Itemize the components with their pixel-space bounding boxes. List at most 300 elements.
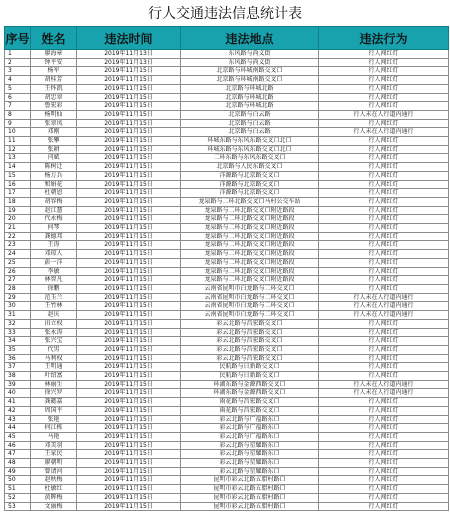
cell-index: 22 (5, 232, 31, 241)
cell-violation: 行人闯红灯 (319, 476, 449, 485)
cell-index: 36 (5, 354, 31, 363)
cell-place: 北京路与环城北路 (181, 93, 319, 102)
cell-violation: 行人闯红灯 (319, 467, 449, 476)
table-row (5, 137, 449, 146)
cell-time: 2019年11月15日 (77, 267, 181, 276)
cell-violation: 行人闯红灯 (319, 215, 449, 224)
cell-index: 9 (5, 119, 31, 128)
cell-name: 徐兴罗 (31, 389, 77, 398)
cell-time: 2019年11月15日 (77, 250, 181, 259)
cell-violation: 行人未在人行道内通行 (319, 128, 449, 137)
table-row (5, 493, 449, 502)
cell-time: 2019年11月15日 (77, 232, 181, 241)
cell-name: 杨明仙 (31, 110, 77, 119)
table-row (5, 180, 449, 189)
cell-name: 黄晖梅 (31, 493, 77, 502)
cell-index: 7 (5, 102, 31, 111)
cell-violation: 行人闯红灯 (319, 119, 449, 128)
cell-violation: 行人闯红灯 (319, 345, 449, 354)
cell-place: 北京路与人民东路交叉口 (181, 163, 319, 172)
cell-violation: 行人闯红灯 (319, 459, 449, 468)
cell-time: 2019年11月15日 (77, 380, 181, 389)
cell-place: 龙泉路与二环北路交叉口附近路段 (181, 276, 319, 285)
cell-time: 2019年11月15日 (77, 224, 181, 233)
cell-violation: 行人闯红灯 (319, 102, 449, 111)
cell-place: 环城东路与东风东路交叉口北口 (181, 137, 319, 146)
cell-violation: 行人闯红灯 (319, 319, 449, 328)
cell-violation: 行人未在人行道内通行 (319, 110, 449, 119)
table-row (5, 171, 449, 180)
cell-name: 王家民 (31, 450, 77, 459)
cell-time: 2019年11月15日 (77, 102, 181, 111)
cell-time: 2019年11月15日 (77, 276, 181, 285)
cell-index: 34 (5, 337, 31, 346)
cell-name: 张永涛 (31, 328, 77, 337)
cell-time: 2019年11月15日 (77, 163, 181, 172)
cell-index: 11 (5, 137, 31, 146)
cell-name: 陈树迁 (31, 163, 77, 172)
header-index: 序号 (5, 27, 31, 50)
table-row (5, 459, 449, 468)
cell-violation: 行人闯红灯 (319, 441, 449, 450)
table-row (5, 354, 449, 363)
cell-violation: 行人闯红灯 (319, 258, 449, 267)
cell-index: 5 (5, 84, 31, 93)
cell-place: 北京路与白云路 (181, 119, 319, 128)
header-place: 违法地点 (181, 27, 319, 50)
cell-violation: 行人闯红灯 (319, 241, 449, 250)
cell-place: 雨花路与昌宏路交叉口 (181, 398, 319, 407)
cell-violation: 行人闯红灯 (319, 267, 449, 276)
cell-name: 徐鹏 (31, 284, 77, 293)
cell-time: 2019年11月15日 (77, 145, 181, 154)
cell-index: 14 (5, 163, 31, 172)
cell-violation: 行人闯红灯 (319, 145, 449, 154)
cell-place: 北京路与白云路 (181, 110, 319, 119)
table-row (5, 345, 449, 354)
cell-index: 33 (5, 328, 31, 337)
cell-place: 昆明市彩云北路五腊村路口 (181, 493, 319, 502)
cell-violation: 行人闯红灯 (319, 250, 449, 259)
table-row (5, 302, 449, 311)
cell-place: 民航路与日新路交叉口 (181, 363, 319, 372)
cell-time: 2019年11月15日 (77, 84, 181, 93)
table-row (5, 241, 449, 250)
cell-time: 2019年11月15日 (77, 337, 181, 346)
cell-time: 2019年11月15日 (77, 67, 181, 76)
cell-violation: 行人闯红灯 (319, 224, 449, 233)
cell-violation: 行人闯红灯 (319, 84, 449, 93)
cell-name: 代男 (31, 345, 77, 354)
cell-violation: 行人闯红灯 (319, 189, 449, 198)
cell-name: 龚德邦 (31, 232, 77, 241)
cell-name: 何琴 (31, 224, 77, 233)
cell-time: 2019年11月15日 (77, 206, 181, 215)
cell-index: 21 (5, 224, 31, 233)
cell-time: 2019年11月13日 (77, 58, 181, 67)
cell-place: 昆明市彩云北路五腊村路口 (181, 502, 319, 511)
table-row (5, 250, 449, 259)
table-row (5, 58, 449, 67)
cell-time: 2019年11月15日 (77, 76, 181, 85)
cell-place: 环湖东路与金源西路交叉口 (181, 380, 319, 389)
cell-violation: 行人闯红灯 (319, 137, 449, 146)
cell-name: 范玉兰 (31, 293, 77, 302)
cell-name: 廖海章 (31, 50, 77, 59)
cell-place: 云南省昆明市白龙路与二环交叉口 (181, 302, 319, 311)
cell-time: 2019年11月15日 (77, 424, 181, 433)
cell-place: 东风路与尚义街 (181, 58, 319, 67)
cell-violation: 行人闯红灯 (319, 363, 449, 372)
cell-index: 53 (5, 502, 31, 511)
cell-name: 赵秋梅 (31, 476, 77, 485)
cell-index: 38 (5, 372, 31, 381)
table-row (5, 93, 449, 102)
cell-name: 张耕 (31, 145, 77, 154)
cell-name: 周国平 (31, 406, 77, 415)
table-row (5, 450, 449, 459)
cell-name: 王涛 (31, 241, 77, 250)
cell-index: 39 (5, 380, 31, 389)
cell-name: 张艳 (31, 415, 77, 424)
table-row (5, 267, 449, 276)
cell-time: 2019年11月15日 (77, 345, 181, 354)
cell-place: 洋源路与北京路交叉口 (181, 171, 319, 180)
violations-table (4, 26, 449, 511)
table-row (5, 232, 449, 241)
cell-index: 16 (5, 180, 31, 189)
table-row (5, 441, 449, 450)
cell-violation: 行人闯红灯 (319, 398, 449, 407)
cell-violation: 行人闯红灯 (319, 354, 449, 363)
cell-place: 东风路与尚义街 (181, 50, 319, 59)
cell-index: 47 (5, 450, 31, 459)
cell-time: 2019年11月15日 (77, 110, 181, 119)
table-row (5, 84, 449, 93)
cell-name: 张翠凤 (31, 119, 77, 128)
cell-violation: 行人闯红灯 (319, 337, 449, 346)
cell-violation: 行人闯红灯 (319, 76, 449, 85)
cell-name: 赵江慧 (31, 206, 77, 215)
cell-index: 42 (5, 406, 31, 415)
cell-name: 马利权 (31, 354, 77, 363)
cell-index: 29 (5, 293, 31, 302)
cell-violation: 行人闯红灯 (319, 450, 449, 459)
cell-name: 胡容梅 (31, 197, 77, 206)
cell-violation: 行人闯红灯 (319, 424, 449, 433)
cell-name: 林智凡 (31, 276, 77, 285)
cell-name: 林丽生 (31, 380, 77, 389)
cell-violation: 行人闯红灯 (319, 197, 449, 206)
cell-violation: 行人闯红灯 (319, 206, 449, 215)
cell-index: 31 (5, 311, 31, 320)
cell-time: 2019年11月15日 (77, 363, 181, 372)
cell-index: 35 (5, 345, 31, 354)
cell-index: 23 (5, 241, 31, 250)
table-row (5, 311, 449, 320)
cell-time: 2019年11月15日 (77, 389, 181, 398)
table-row (5, 189, 449, 198)
cell-place: 彩云北路与昌宏路交叉口 (181, 354, 319, 363)
table-row (5, 215, 449, 224)
cell-violation: 行人闯红灯 (319, 432, 449, 441)
table-row (5, 110, 449, 119)
cell-index: 30 (5, 302, 31, 311)
cell-name: 彭一洋 (31, 258, 77, 267)
cell-index: 12 (5, 145, 31, 154)
cell-violation: 行人未在人行道内通行 (319, 302, 449, 311)
table-row (5, 154, 449, 163)
header-time: 违法时间 (77, 27, 181, 50)
cell-violation: 行人闯红灯 (319, 406, 449, 415)
cell-time: 2019年11月15日 (77, 476, 181, 485)
cell-time: 2019年11月15日 (77, 241, 181, 250)
cell-place: 民航路与日新路交叉口 (181, 372, 319, 381)
cell-index: 17 (5, 189, 31, 198)
cell-place: 龙泉路与二环北路交叉口附近路段 (181, 224, 319, 233)
cell-time: 2019年11月15日 (77, 119, 181, 128)
cell-violation: 行人闯红灯 (319, 502, 449, 511)
cell-place: 北京路与环城南路交叉口 (181, 67, 319, 76)
cell-name: 邓刚 (31, 128, 77, 137)
table-row (5, 206, 449, 215)
cell-time: 2019年11月15日 (77, 485, 181, 494)
cell-index: 2 (5, 58, 31, 67)
cell-place: 彩云北路与星耀路东口 (181, 459, 319, 468)
table-row (5, 197, 449, 206)
cell-name: 胡忠翠 (31, 93, 77, 102)
cell-name: 张攀 (31, 137, 77, 146)
cell-index: 19 (5, 206, 31, 215)
cell-place: 北京路与环城北路 (181, 102, 319, 111)
cell-time: 2019年11月15日 (77, 406, 181, 415)
cell-index: 37 (5, 363, 31, 372)
cell-place: 环湖东路与金源西路交叉口 (181, 389, 319, 398)
table-row (5, 67, 449, 76)
cell-time: 2019年11月15日 (77, 459, 181, 468)
table-row (5, 76, 449, 85)
cell-index: 10 (5, 128, 31, 137)
table-row (5, 119, 449, 128)
table-row (5, 432, 449, 441)
cell-place: 彩云北路与星耀路东口 (181, 450, 319, 459)
cell-place: 彩云北路与广福路东口 (181, 424, 319, 433)
cell-violation: 行人未在人行道内通行 (319, 293, 449, 302)
cell-name: 杜敏红 (31, 485, 77, 494)
cell-place: 洋源路与北京路交叉口 (181, 180, 319, 189)
cell-time: 2019年11月15日 (77, 311, 181, 320)
cell-index: 18 (5, 197, 31, 206)
cell-time: 2019年11月15日 (77, 493, 181, 502)
cell-name: 胡桂芳 (31, 76, 77, 85)
cell-index: 46 (5, 441, 31, 450)
cell-index: 24 (5, 250, 31, 259)
cell-place: 北京路与白云路 (181, 128, 319, 137)
cell-place: 云南省昆明市白龙路与二环交叉口 (181, 284, 319, 293)
cell-time: 2019年11月15日 (77, 432, 181, 441)
table-row (5, 467, 449, 476)
cell-index: 13 (5, 154, 31, 163)
table-row (5, 328, 449, 337)
table-row (5, 476, 449, 485)
cell-place: 二环东路与东风东路交叉口 (181, 154, 319, 163)
cell-time: 2019年11月15日 (77, 502, 181, 511)
cell-place: 北京路与环城北路 (181, 84, 319, 93)
cell-violation: 行人闯红灯 (319, 415, 449, 424)
table-row (5, 258, 449, 267)
cell-name: 叶绍富 (31, 372, 77, 381)
cell-place: 龙泉路与二环北路交叉口附近路段 (181, 206, 319, 215)
cell-index: 50 (5, 476, 31, 485)
cell-violation: 行人闯红灯 (319, 171, 449, 180)
cell-time: 2019年11月15日 (77, 450, 181, 459)
cell-index: 26 (5, 267, 31, 276)
cell-name: 和娟花 (31, 180, 77, 189)
cell-violation: 行人闯红灯 (319, 67, 449, 76)
cell-name: 杨万兵 (31, 171, 77, 180)
cell-name: 王竹林 (31, 302, 77, 311)
table-row (5, 50, 449, 59)
cell-name: 杨军 (31, 67, 77, 76)
cell-time: 2019年11月15日 (77, 171, 181, 180)
cell-name: 鲁宏彩 (31, 102, 77, 111)
cell-violation: 行人闯红灯 (319, 180, 449, 189)
cell-name: 赵庆 (31, 311, 77, 320)
table-row (5, 163, 449, 172)
table-row (5, 128, 449, 137)
cell-violation: 行人闯红灯 (319, 276, 449, 285)
cell-place: 龙泉路与二环北路交叉口附近路段 (181, 232, 319, 241)
cell-name: 张兴宝 (31, 337, 77, 346)
cell-time: 2019年11月15日 (77, 284, 181, 293)
cell-violation: 行人闯红灯 (319, 93, 449, 102)
cell-place: 环城东路与东风东路交叉口北口 (181, 145, 319, 154)
cell-violation: 行人未在人行道内通行 (319, 311, 449, 320)
cell-name: 廖朝明 (31, 459, 77, 468)
cell-place: 昆明市彩云北路五腊村路口 (181, 485, 319, 494)
cell-name: 文丽梅 (31, 502, 77, 511)
cell-name: 代永梅 (31, 215, 77, 224)
cell-violation: 行人闯红灯 (319, 493, 449, 502)
cell-violation: 行人闯红灯 (319, 284, 449, 293)
cell-index: 25 (5, 258, 31, 267)
cell-time: 2019年11月15日 (77, 293, 181, 302)
cell-index: 3 (5, 67, 31, 76)
table-row (5, 145, 449, 154)
cell-name: 闫斌 (31, 154, 77, 163)
cell-index: 43 (5, 415, 31, 424)
cell-time: 2019年11月15日 (77, 319, 181, 328)
cell-index: 51 (5, 485, 31, 494)
table-row (5, 102, 449, 111)
table-row (5, 224, 449, 233)
table-row (5, 398, 449, 407)
cell-place: 彩云北路与昌宏路交叉口 (181, 328, 319, 337)
cell-index: 45 (5, 432, 31, 441)
table-row (5, 363, 449, 372)
table-row (5, 276, 449, 285)
table-body (5, 50, 449, 511)
cell-violation: 行人闯红灯 (319, 232, 449, 241)
cell-time: 2019年11月15日 (77, 398, 181, 407)
cell-time: 2019年11月15日 (77, 128, 181, 137)
cell-time: 2019年11月15日 (77, 441, 181, 450)
cell-place: 雨花路与昌宏路交叉口 (181, 406, 319, 415)
cell-time: 2019年11月15日 (77, 467, 181, 476)
table-row (5, 284, 449, 293)
cell-name: 王明通 (31, 363, 77, 372)
cell-name: 李敏 (31, 267, 77, 276)
cell-place: 昆明市彩云北路五腊村路口 (181, 476, 319, 485)
cell-place: 龙泉路与二环北路交叉口附近路段 (181, 241, 319, 250)
cell-time: 2019年11月15日 (77, 258, 181, 267)
table-row (5, 319, 449, 328)
cell-index: 20 (5, 215, 31, 224)
cell-index: 48 (5, 459, 31, 468)
cell-place: 彩云北路与昌宏路交叉口 (181, 337, 319, 346)
table-row (5, 389, 449, 398)
cell-violation: 行人未在人行道内通行 (319, 380, 449, 389)
cell-place: 洋源路与北京路交叉口 (181, 189, 319, 198)
table-row (5, 415, 449, 424)
table-row (5, 502, 449, 511)
cell-index: 15 (5, 171, 31, 180)
cell-name: 杜朝恩 (31, 189, 77, 198)
table-row (5, 293, 449, 302)
cell-index: 1 (5, 50, 31, 59)
cell-place: 彩云北路与昌宏路交叉口 (181, 345, 319, 354)
cell-name: 钟平安 (31, 58, 77, 67)
cell-place: 云南省昆明市白龙路与二环交叉口 (181, 293, 319, 302)
cell-time: 2019年11月15日 (77, 197, 181, 206)
cell-time: 2019年11月15日 (77, 328, 181, 337)
cell-name: 王怀凯 (31, 84, 77, 93)
header-row (5, 27, 449, 50)
cell-time: 2019年11月15日 (77, 354, 181, 363)
cell-place: 云南省昆明市白龙路与二环交叉口 (181, 311, 319, 320)
cell-name: 邓美羽 (31, 441, 77, 450)
cell-index: 32 (5, 319, 31, 328)
cell-name: 曾请河 (31, 467, 77, 476)
cell-time: 2019年11月15日 (77, 372, 181, 381)
cell-time: 2019年11月15日 (77, 154, 181, 163)
table-row (5, 485, 449, 494)
cell-name: 何江栋 (31, 424, 77, 433)
cell-violation: 行人闯红灯 (319, 485, 449, 494)
cell-violation: 行人闯红灯 (319, 58, 449, 67)
cell-place: 彩云北路与星耀路东口 (181, 467, 319, 476)
cell-time: 2019年11月15日 (77, 93, 181, 102)
cell-place: 彩云北路与广福路东口 (181, 415, 319, 424)
table-row (5, 372, 449, 381)
cell-violation: 行人闯红灯 (319, 163, 449, 172)
cell-place: 龙泉路与二环北路交叉口附近路段 (181, 250, 319, 259)
header-name: 姓名 (31, 27, 77, 50)
cell-name: 马艳 (31, 432, 77, 441)
cell-time: 2019年11月13日 (77, 50, 181, 59)
cell-violation: 行人未在人行道内通行 (319, 389, 449, 398)
cell-place: 龙泉路与二环北路交叉口附近路段 (181, 258, 319, 267)
sheet-title: 行人交通违法信息统计表 (148, 6, 302, 22)
cell-time: 2019年11月15日 (77, 137, 181, 146)
header-violation: 违法行为 (319, 27, 449, 50)
cell-place: 彩云北路与星耀路东口 (181, 441, 319, 450)
cell-violation: 行人闯红灯 (319, 372, 449, 381)
cell-time: 2019年11月15日 (77, 302, 181, 311)
cell-index: 44 (5, 424, 31, 433)
cell-time: 2019年11月15日 (77, 215, 181, 224)
cell-name: 田立权 (31, 319, 77, 328)
